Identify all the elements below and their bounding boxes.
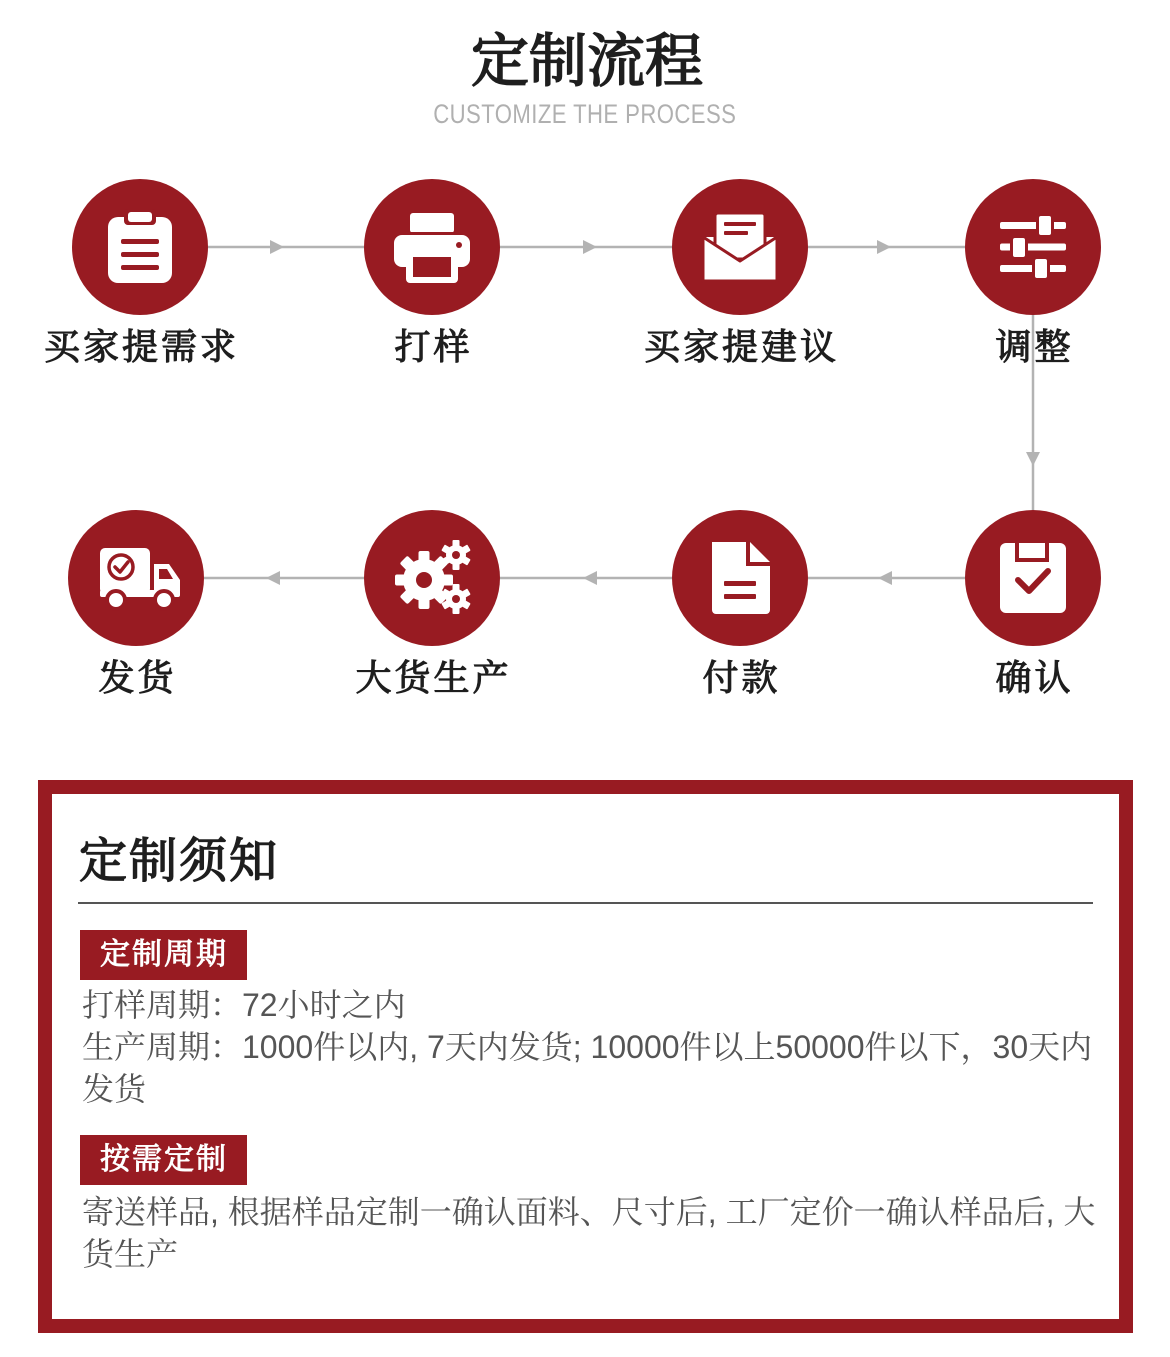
gears-icon	[364, 510, 500, 646]
step-circle	[364, 510, 500, 646]
step-circle	[68, 510, 204, 646]
step-confirm	[903, 510, 1163, 700]
step-label: 付款	[702, 657, 781, 698]
step-label: 发货	[98, 657, 177, 698]
notice-section-cycle	[80, 930, 1102, 1110]
arrow-right-icon	[583, 240, 597, 254]
delivery-truck-icon	[68, 510, 204, 646]
step-circle	[672, 510, 808, 646]
step-circle	[965, 510, 1101, 646]
arrow-left-icon	[583, 571, 597, 585]
step-label: 确认	[995, 657, 1074, 698]
step-mass-production	[302, 510, 562, 700]
arrow-left-icon	[878, 571, 892, 585]
step-buyer-suggestion	[610, 179, 870, 369]
notice-divider	[78, 902, 1093, 904]
step-label: 买家提需求	[43, 326, 239, 367]
notice-panel	[38, 780, 1133, 1333]
notice-title: 定制须知	[79, 835, 280, 888]
step-sampling	[302, 179, 562, 369]
step-circle	[672, 179, 808, 315]
envelope-letter-icon	[672, 179, 808, 315]
arrow-right-icon	[877, 240, 891, 254]
notice-sections	[80, 930, 1102, 1275]
notice-section-on-demand	[80, 1135, 1102, 1275]
step-label: 调整	[995, 326, 1074, 367]
section-text	[80, 1191, 1102, 1275]
section-text-line: 生产周期：1000件以内, 7天内发货; 10000件以上50000件以下，30天内发货	[82, 1029, 1093, 1107]
step-adjust	[903, 179, 1163, 369]
section-badge: 按需定制	[80, 1135, 247, 1185]
page-subtitle-text: CUSTOMIZE THE PROCESS	[433, 99, 737, 129]
step-label: 打样	[394, 326, 473, 367]
section-text-line: 打样周期：72小时之内	[82, 987, 406, 1023]
section-badge: 定制周期	[80, 930, 247, 980]
arrow-left-icon	[266, 571, 280, 585]
arrow-down-icon	[1026, 452, 1040, 466]
clipboard-check-icon	[965, 510, 1101, 646]
section-text	[80, 984, 1102, 1110]
printer-icon	[364, 179, 500, 315]
step-circle	[364, 179, 500, 315]
step-shipping	[6, 510, 266, 700]
step-label: 买家提建议	[643, 326, 839, 367]
step-buyer-request	[10, 179, 270, 369]
step-label: 大货生产	[355, 657, 512, 698]
sliders-icon	[965, 179, 1101, 315]
step-payment	[610, 510, 870, 700]
clipboard-icon	[72, 179, 208, 315]
section-text-line: 寄送样品, 根据样品定制一确认面料、尺寸后, 工厂定价一确认样品后, 大货生产	[82, 1194, 1096, 1272]
document-icon	[672, 510, 808, 646]
arrow-right-icon	[270, 240, 284, 254]
step-circle	[965, 179, 1101, 315]
step-circle	[72, 179, 208, 315]
page-title: 定制流程	[470, 29, 703, 94]
